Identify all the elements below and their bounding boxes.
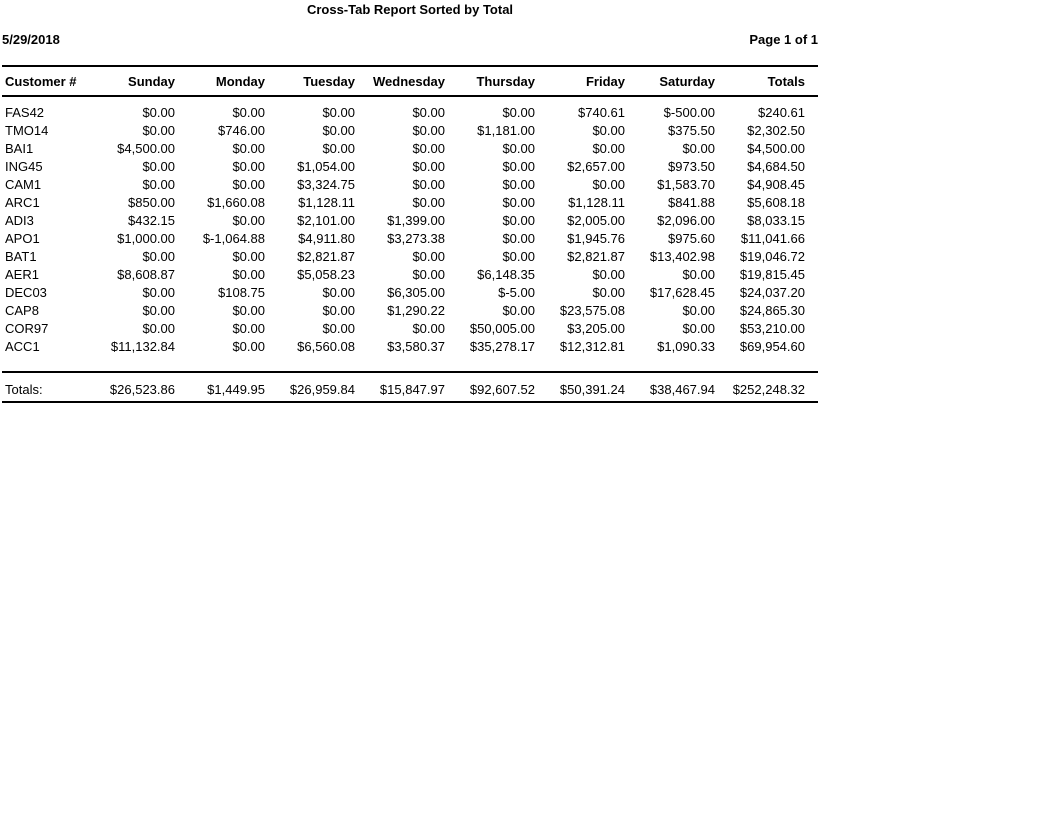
report-content <box>2 0 818 403</box>
value-cell: $2,096.00 <box>657 213 715 228</box>
column-header-saturday: Saturday <box>638 66 728 96</box>
value-cell: $24,865.30 <box>739 303 805 318</box>
value-cell: $1,090.33 <box>657 339 715 354</box>
value-cell: $0.00 <box>142 249 175 264</box>
value-cell: $1,945.76 <box>567 231 625 246</box>
value-cell: $0.00 <box>502 213 535 228</box>
total-value-cell: $38,467.94 <box>638 372 728 402</box>
value-cell: $0.00 <box>502 195 535 210</box>
value-cell: $841.88 <box>668 195 715 210</box>
column-header-customer: Customer # <box>2 66 98 96</box>
table-row <box>2 302 818 320</box>
value-cell: $0.00 <box>232 177 265 192</box>
column-header-friday: Friday <box>548 66 638 96</box>
value-cell: $240.61 <box>758 105 805 120</box>
value-cell: $0.00 <box>142 321 175 336</box>
total-value-cell: $92,607.52 <box>458 372 548 402</box>
value-cell: $4,500.00 <box>747 141 805 156</box>
value-cell: $0.00 <box>322 285 355 300</box>
value-cell: $0.00 <box>232 213 265 228</box>
value-cell: $0.00 <box>412 267 445 282</box>
value-cell: $0.00 <box>322 141 355 156</box>
value-cell: $0.00 <box>232 267 265 282</box>
report-meta-row <box>2 33 818 47</box>
value-cell: $1,054.00 <box>297 159 355 174</box>
value-cell: $0.00 <box>592 123 625 138</box>
value-cell: $0.00 <box>232 141 265 156</box>
crosstab-table <box>2 65 818 356</box>
value-cell: $2,005.00 <box>567 213 625 228</box>
table-row <box>2 338 818 356</box>
value-cell: $0.00 <box>412 123 445 138</box>
value-cell: $-1,064.88 <box>202 231 265 246</box>
value-cell: $6,148.35 <box>477 267 535 282</box>
value-cell: $0.00 <box>502 141 535 156</box>
customer-id-cell: CAM1 <box>5 177 42 192</box>
value-cell: $1,583.70 <box>657 177 715 192</box>
value-cell: $0.00 <box>682 321 715 336</box>
value-cell: $4,684.50 <box>747 159 805 174</box>
value-cell: $19,815.45 <box>739 267 805 282</box>
value-cell: $0.00 <box>592 141 625 156</box>
customer-id-cell: FAS42 <box>5 105 45 120</box>
totals-table <box>2 371 818 403</box>
value-cell: $-5.00 <box>498 285 535 300</box>
value-cell: $0.00 <box>502 105 535 120</box>
value-cell: $5,608.18 <box>747 195 805 210</box>
value-cell: $740.61 <box>578 105 625 120</box>
customer-id-cell: TMO14 <box>5 123 49 138</box>
column-header-monday: Monday <box>188 66 278 96</box>
value-cell: $6,305.00 <box>387 285 445 300</box>
value-cell: $4,500.00 <box>117 141 175 156</box>
value-cell: $12,312.81 <box>559 339 625 354</box>
value-cell: $6,560.08 <box>297 339 355 354</box>
column-header-totals: Totals <box>728 66 818 96</box>
value-cell: $0.00 <box>322 123 355 138</box>
table-row <box>2 194 818 212</box>
customer-id-cell: APO1 <box>5 231 40 246</box>
value-cell: $3,273.38 <box>387 231 445 246</box>
value-cell: $975.60 <box>668 231 715 246</box>
header-row <box>2 66 818 96</box>
customer-id-cell: ARC1 <box>5 195 40 210</box>
value-cell: $2,101.00 <box>297 213 355 228</box>
value-cell: $69,954.60 <box>739 339 805 354</box>
value-cell: $0.00 <box>592 177 625 192</box>
value-cell: $24,037.20 <box>739 285 805 300</box>
value-cell: $850.00 <box>128 195 175 210</box>
value-cell: $5,058.23 <box>297 267 355 282</box>
value-cell: $2,302.50 <box>747 123 805 138</box>
value-cell: $0.00 <box>412 159 445 174</box>
value-cell: $0.00 <box>232 321 265 336</box>
table-row <box>2 158 818 176</box>
value-cell: $-500.00 <box>663 105 715 120</box>
value-cell: $1,290.22 <box>387 303 445 318</box>
value-cell: $432.15 <box>128 213 175 228</box>
customer-id-cell: DEC03 <box>5 285 47 300</box>
table-row <box>2 284 818 302</box>
customer-id-cell: BAT1 <box>5 249 37 264</box>
table-body <box>2 96 818 356</box>
total-value-cell: $1,449.95 <box>188 372 278 402</box>
value-cell: $1,128.11 <box>568 195 625 210</box>
value-cell: $0.00 <box>232 303 265 318</box>
value-cell: $53,210.00 <box>739 321 805 336</box>
value-cell: $11,132.84 <box>110 339 175 354</box>
value-cell: $0.00 <box>142 177 175 192</box>
value-cell: $0.00 <box>322 321 355 336</box>
column-header-tuesday: Tuesday <box>278 66 368 96</box>
table-row <box>2 248 818 266</box>
table-row <box>2 140 818 158</box>
value-cell: $0.00 <box>682 141 715 156</box>
table-row <box>2 122 818 140</box>
value-cell: $0.00 <box>232 339 265 354</box>
column-header-wednesday: Wednesday <box>368 66 458 96</box>
value-cell: $13,402.98 <box>649 249 715 264</box>
page-number: Page 1 of 1 <box>749 32 818 47</box>
value-cell: $0.00 <box>232 105 265 120</box>
value-cell: $4,908.45 <box>747 177 805 192</box>
value-cell: $19,046.72 <box>739 249 805 264</box>
page-title: Cross-Tab Report Sorted by Total <box>306 2 514 17</box>
customer-id-cell: COR97 <box>5 321 49 336</box>
value-cell: $11,041.66 <box>740 231 805 246</box>
value-cell: $1,399.00 <box>387 213 445 228</box>
customer-id-cell: AER1 <box>5 267 39 282</box>
value-cell: $17,628.45 <box>649 285 715 300</box>
value-cell: $8,033.15 <box>747 213 805 228</box>
value-cell: $0.00 <box>502 159 535 174</box>
table-row <box>2 266 818 284</box>
value-cell: $0.00 <box>412 177 445 192</box>
value-cell: $1,128.11 <box>298 195 355 210</box>
table-row <box>2 96 818 122</box>
table-header <box>2 66 818 96</box>
value-cell: $0.00 <box>232 159 265 174</box>
value-cell: $8,608.87 <box>117 267 175 282</box>
total-value-cell: $50,391.24 <box>548 372 638 402</box>
value-cell: $50,005.00 <box>469 321 535 336</box>
value-cell: $0.00 <box>142 123 175 138</box>
total-value-cell: $15,847.97 <box>368 372 458 402</box>
value-cell: $3,324.75 <box>297 177 355 192</box>
value-cell: $0.00 <box>232 249 265 264</box>
value-cell: $0.00 <box>322 105 355 120</box>
value-cell: $23,575.08 <box>559 303 625 318</box>
value-cell: $1,660.08 <box>207 195 265 210</box>
value-cell: $746.00 <box>218 123 265 138</box>
value-cell: $0.00 <box>142 105 175 120</box>
column-header-thursday: Thursday <box>458 66 548 96</box>
value-cell: $108.75 <box>218 285 265 300</box>
value-cell: $0.00 <box>592 267 625 282</box>
value-cell: $375.50 <box>668 123 715 138</box>
table-row <box>2 176 818 194</box>
customer-id-cell: CAP8 <box>5 303 39 318</box>
value-cell: $0.00 <box>682 267 715 282</box>
table-row <box>2 320 818 338</box>
column-header-sunday: Sunday <box>98 66 188 96</box>
value-cell: $0.00 <box>502 231 535 246</box>
value-cell: $0.00 <box>502 177 535 192</box>
customer-id-cell: BAI1 <box>5 141 34 156</box>
report-date: 5/29/2018 <box>2 32 60 47</box>
value-cell: $35,278.17 <box>469 339 535 354</box>
totals-label: Totals: <box>2 372 98 402</box>
value-cell: $0.00 <box>592 285 625 300</box>
value-cell: $0.00 <box>682 303 715 318</box>
total-value-cell: $26,959.84 <box>278 372 368 402</box>
customer-id-cell: ING45 <box>5 159 43 174</box>
value-cell: $2,657.00 <box>567 159 625 174</box>
value-cell: $0.00 <box>412 105 445 120</box>
value-cell: $0.00 <box>412 141 445 156</box>
value-cell: $1,181.00 <box>477 123 535 138</box>
value-cell: $0.00 <box>322 303 355 318</box>
customer-id-cell: ACC1 <box>5 339 40 354</box>
value-cell: $0.00 <box>502 303 535 318</box>
value-cell: $0.00 <box>412 321 445 336</box>
value-cell: $2,821.87 <box>567 249 625 264</box>
value-cell: $4,911.80 <box>298 231 355 246</box>
table-row <box>2 212 818 230</box>
value-cell: $1,000.00 <box>117 231 175 246</box>
total-value-cell: $26,523.86 <box>98 372 188 402</box>
value-cell: $973.50 <box>668 159 715 174</box>
value-cell: $0.00 <box>502 249 535 264</box>
table-row <box>2 230 818 248</box>
value-cell: $0.00 <box>412 249 445 264</box>
value-cell: $0.00 <box>142 159 175 174</box>
value-cell: $3,205.00 <box>567 321 625 336</box>
value-cell: $2,821.87 <box>297 249 355 264</box>
customer-id-cell: ADI3 <box>5 213 34 228</box>
value-cell: $3,580.37 <box>387 339 445 354</box>
value-cell: $0.00 <box>142 303 175 318</box>
value-cell: $0.00 <box>142 285 175 300</box>
value-cell: $0.00 <box>412 195 445 210</box>
total-value-cell: $252,248.32 <box>728 372 818 402</box>
totals-row <box>2 372 818 402</box>
